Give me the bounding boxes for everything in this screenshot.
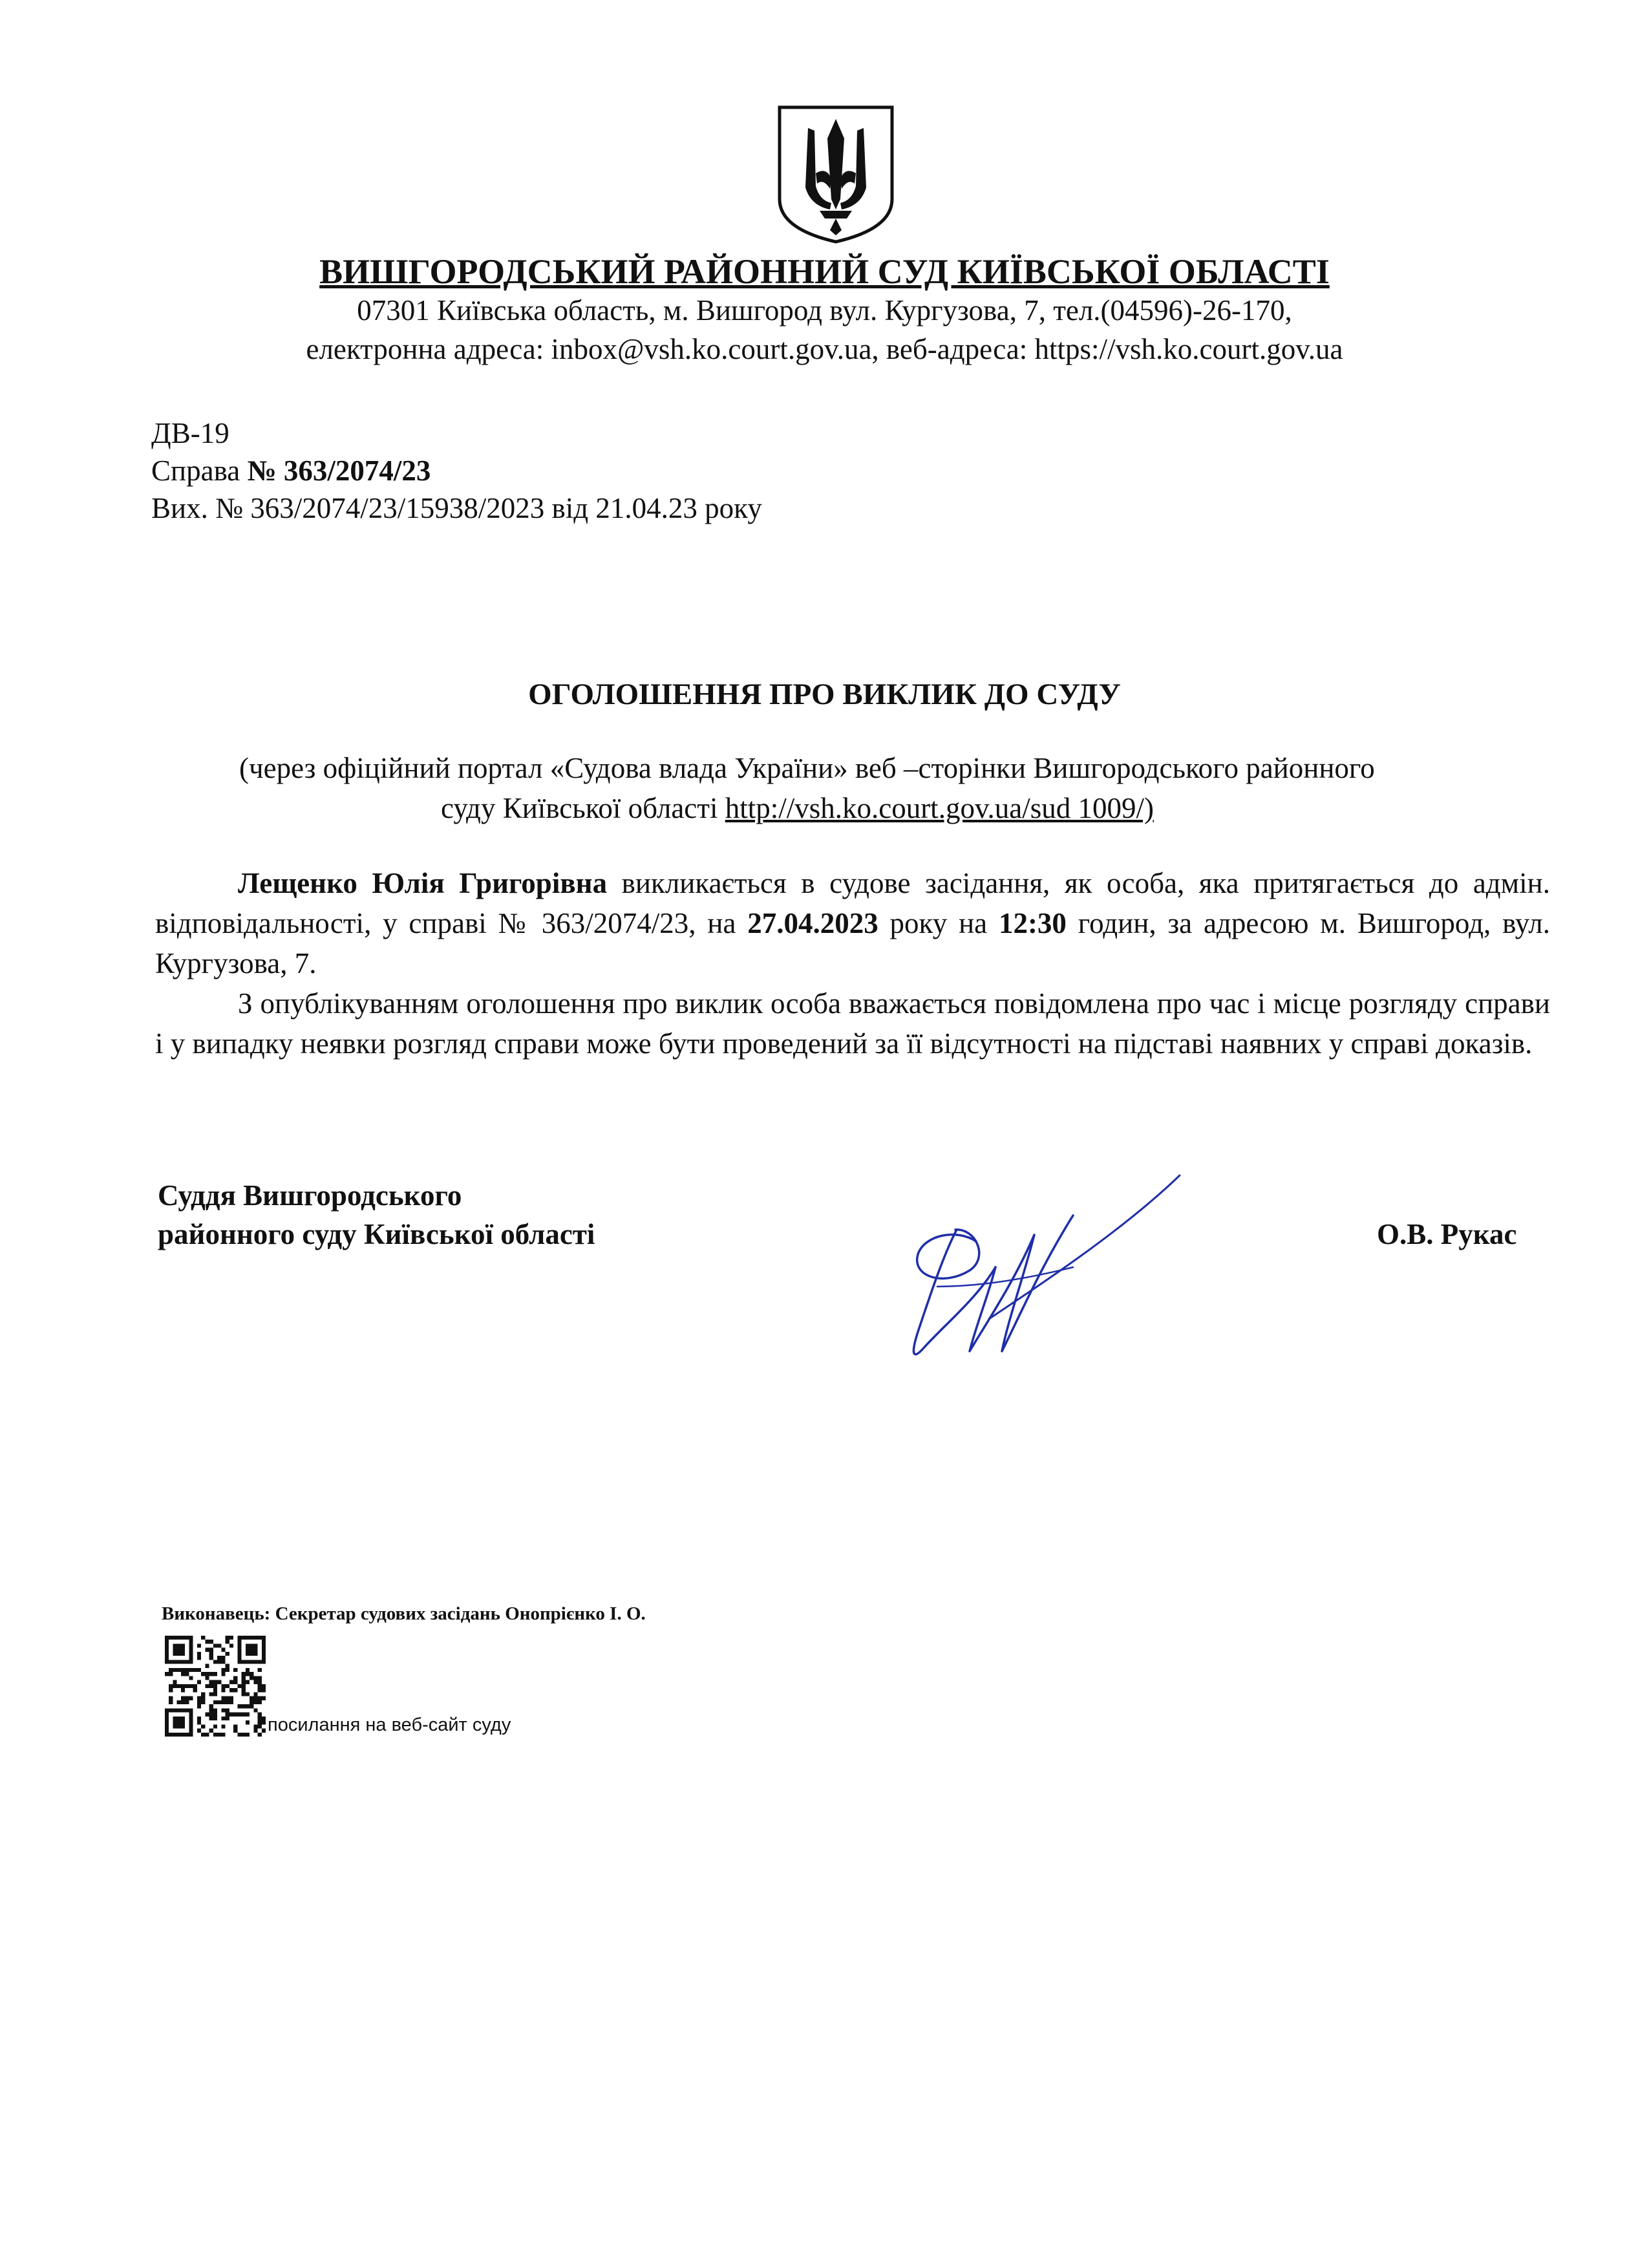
- summons-text-3: годин, за адресою м. Вишгород, вул. Кургузова, 7.: [155, 907, 1551, 979]
- court-name: ВИШГОРОДСЬКИЙ РАЙОННИЙ СУД КИЇВСЬКОЇ ОБЛАСТІ: [319, 252, 1330, 291]
- hearing-time: 12:30: [998, 907, 1067, 939]
- publication-note-line-2: [441, 790, 1154, 826]
- form-code: ДВ-19: [151, 417, 229, 449]
- signer-title-line-2: районного суду Київської області: [158, 1218, 595, 1250]
- qr-code-icon[interactable]: [165, 1636, 266, 1737]
- handwritten-signature: [879, 1157, 1215, 1371]
- qr-caption: посилання на веб-сайт суду: [268, 1715, 511, 1735]
- summons-text-2: року на: [878, 907, 999, 939]
- outgoing-reference: Вих. № 363/2074/23/15938/2023 від 21.04.23 року: [151, 492, 762, 524]
- summons-paragraph: [155, 863, 1550, 983]
- summons-text-1: викликається в судове засідання, як особа, яка притягається до адмін. відповідальності, у справі № 363/2074/23, на: [155, 867, 1550, 939]
- signer-name: О.В. Рукас: [1377, 1218, 1517, 1250]
- publication-note-line-1: (через офіційний портал «Судова влада України» веб –сторінки Вишгородського районного: [239, 752, 1375, 784]
- court-portal-link[interactable]: http://vsh.ko.court.gov.ua/sud 1009/): [725, 792, 1154, 824]
- case-label: Справа: [151, 455, 248, 487]
- court-contacts: електронна адреса: inbox@vsh.ko.court.gov.ua, веб-адреса: https://vsh.ko.court.gov.ua: [306, 333, 1343, 365]
- person-name: Лещенко Юлія Григорівна: [238, 867, 608, 899]
- case-number: № 363/2074/23: [247, 455, 431, 487]
- case-reference: [151, 453, 431, 489]
- notice-heading: ОГОЛОШЕННЯ ПРО ВИКЛИК ДО СУДУ: [528, 678, 1121, 711]
- publication-note-prefix: суду Київської області: [441, 792, 725, 824]
- coat-of-arms-icon: [774, 102, 897, 246]
- court-address: 07301 Київська область, м. Вишгород вул. Кургузова, 7, тел.(04596)-26-170,: [357, 294, 1292, 326]
- consequence-paragraph: З опублікуванням оголошення про виклик особа вважається повідомлена про час і місце розгляду справи і у випадку неявки розгляд справи може бути проведений за її відсутності на підставі наявних у справі доказів.: [155, 987, 1550, 1060]
- signer-title-line-1: Суддя Вишгородського: [158, 1179, 462, 1212]
- executor-line: Виконавець: Секретар судових засідань Онопрієнко І. О.: [162, 1603, 646, 1624]
- hearing-date: 27.04.2023: [747, 907, 878, 939]
